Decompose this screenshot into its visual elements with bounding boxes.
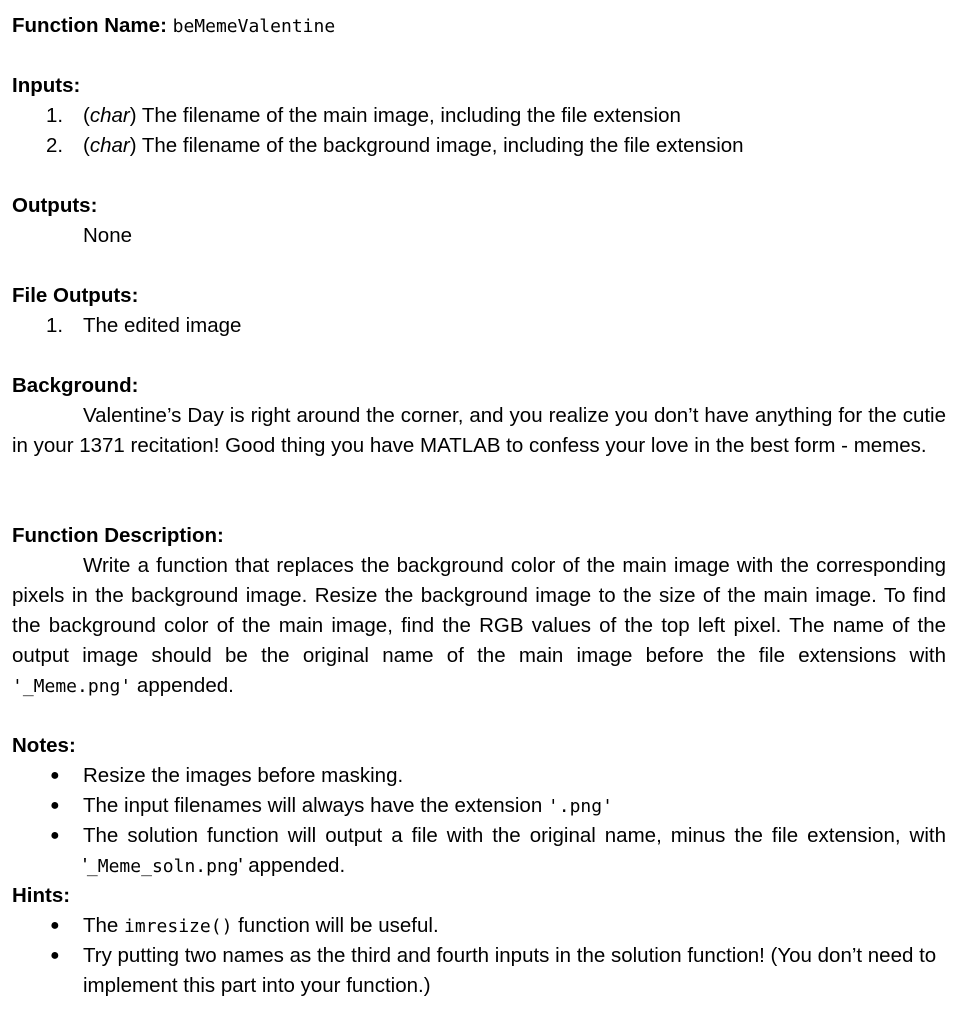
file-output-item-1-number: 1.	[46, 314, 64, 337]
function-name-value: beMemeValentine	[172, 16, 336, 37]
note-item-3-text: The solution function will output a file with the original name, minus the file extension, with '	[83, 824, 946, 877]
hints-heading: Hints:	[12, 884, 71, 907]
note-item-3-tail: ' appended.	[238, 854, 346, 877]
outputs-heading: Outputs:	[12, 194, 98, 217]
input-item-1-text: The filename of the main image, including the file extension	[136, 104, 681, 127]
description-paragraph	[12, 551, 946, 702]
hint-item-2-body	[83, 941, 946, 1001]
description-heading: Function Description:	[12, 524, 224, 547]
notes-heading: Notes:	[12, 734, 76, 757]
hint-item-1-post: function will be useful.	[232, 914, 439, 937]
function-name-line	[12, 14, 335, 39]
input-item-2-text: The filename of the background image, including the file extension	[136, 134, 744, 157]
note-bullet-3: ●	[50, 827, 60, 844]
hint-item-1-code: imresize()	[124, 916, 233, 937]
background-paragraph	[12, 401, 946, 461]
description-tail: appended.	[131, 674, 234, 697]
input-item-2-type: char	[89, 134, 130, 157]
input-item-2-number: 2.	[46, 134, 64, 157]
function-name-label: Function Name:	[12, 14, 167, 37]
note-item-3-body	[83, 821, 946, 882]
hint-bullet-1: ●	[50, 917, 60, 934]
description-text: Write a function that replaces the background color of the main image with the corresponding pixels in the background image. Resize the background image to the size of the main image. To find the background color of the main image, find the RGB values of the top left pixel. The name of the output image should be the original name of the main image before the file extensions with	[12, 554, 946, 667]
description-code: '_Meme.png'	[12, 676, 132, 697]
note-item-2-code: '.png'	[547, 796, 613, 817]
file-output-item-1-text: The edited image	[83, 314, 242, 337]
inputs-heading: Inputs:	[12, 74, 81, 97]
input-item-1-type: char	[89, 104, 130, 127]
background-text: Valentine’s Day is right around the corner, and you realize you don’t have anything for the cutie in your 1371 recitation! Good thing you have MATLAB to confess your love in the best form - memes.	[12, 404, 946, 457]
note-item-2-text: The input filenames will always have the extension	[83, 794, 548, 817]
note-bullet-1: ●	[50, 767, 60, 784]
input-item-1-number: 1.	[46, 104, 64, 127]
hint-item-1-pre: The	[83, 914, 125, 937]
note-item-3-code: _Meme_soln.png	[86, 856, 239, 877]
note-bullet-2: ●	[50, 797, 60, 814]
background-heading: Background:	[12, 374, 139, 397]
outputs-value: None	[83, 224, 133, 247]
file-outputs-heading: File Outputs:	[12, 284, 139, 307]
note-item-1-text: Resize the images before masking.	[83, 764, 404, 787]
hint-item-2-text: Try putting two names as the third and fourth inputs in the solution function! (You don’t need to implement this part into your function.)	[83, 944, 937, 997]
hint-bullet-2: ●	[50, 947, 60, 964]
